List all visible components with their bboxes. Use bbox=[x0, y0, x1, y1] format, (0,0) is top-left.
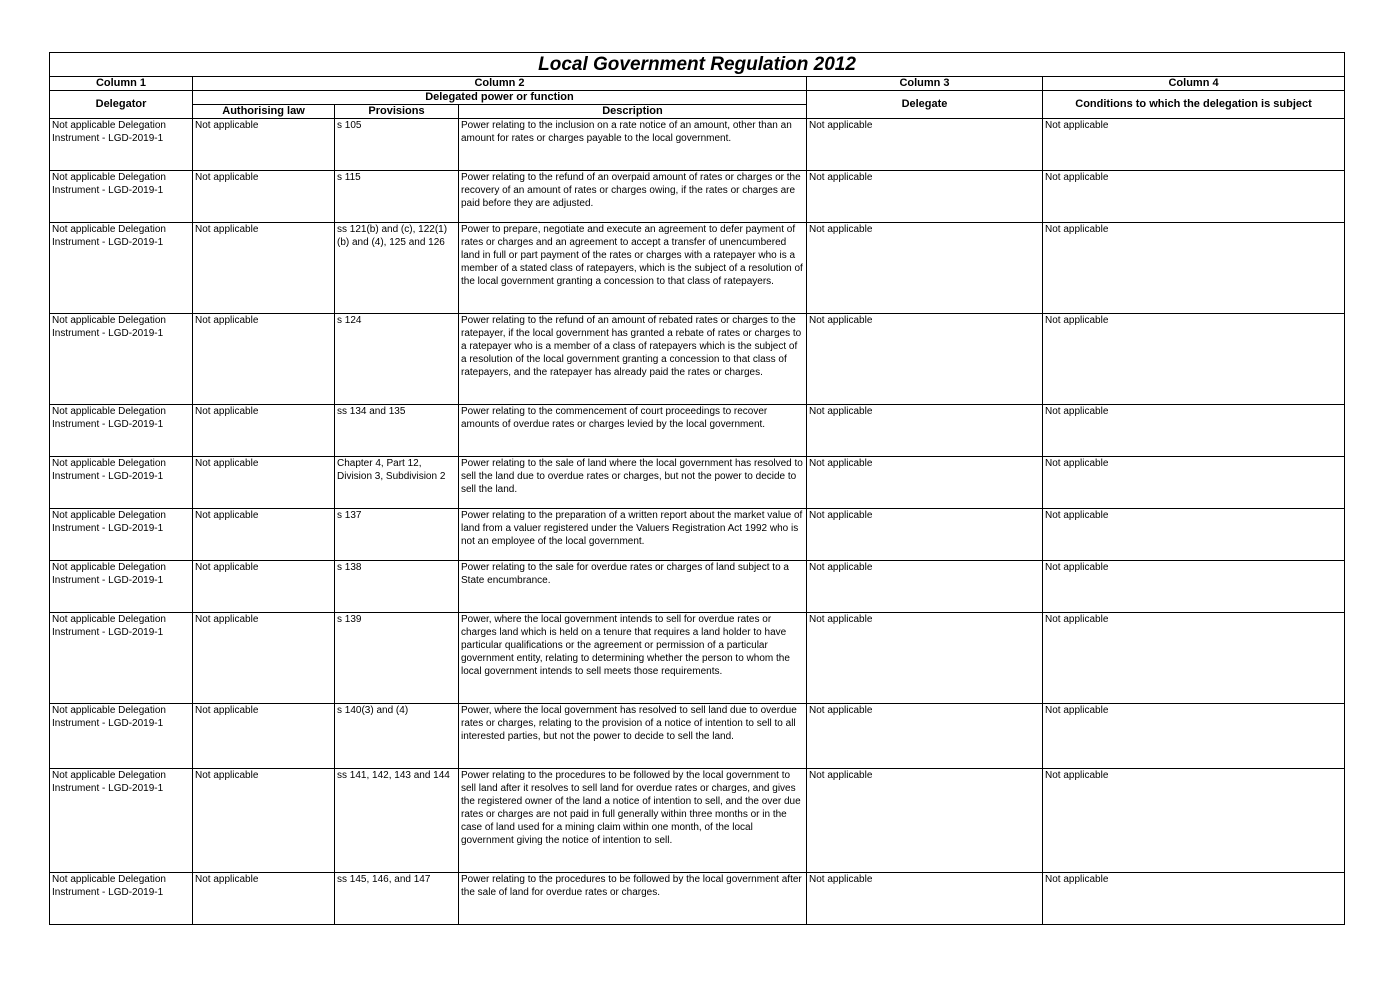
authorising-law-cell: Not applicable bbox=[193, 314, 335, 405]
description-cell: Power relating to the inclusion on a rate notice of an amount, other than an amount for rates or charges payable to the local government. bbox=[459, 119, 807, 171]
description-cell: Power to prepare, negotiate and execute an agreement to defer payment of rates or charges and an agreement to accept a transfer of unencumbered land in full or part payment of the rates or charges with a ratepayer who is a member of a stated class of ratepayers, which is the subject of a resolution of the local government granting a concession to that class of ratepayers. bbox=[459, 223, 807, 314]
description-cell: Power relating to the commencement of court proceedings to recover amounts of overdue rates or charges levied by the local government. bbox=[459, 405, 807, 457]
delegate-cell: Not applicable bbox=[807, 457, 1043, 509]
delegator-cell: Not applicable Delegation Instrument - LGD-2019-1 bbox=[50, 704, 193, 769]
delegate-cell: Not applicable bbox=[807, 704, 1043, 769]
authorising-law-cell: Not applicable bbox=[193, 405, 335, 457]
provisions-cell: s 105 bbox=[335, 119, 459, 171]
provisions-cell: ss 145, 146, and 147 bbox=[335, 873, 459, 925]
table-row bbox=[50, 769, 1345, 873]
authorising-law-cell: Not applicable bbox=[193, 457, 335, 509]
provisions-cell: s 139 bbox=[335, 613, 459, 704]
authorising-law-cell: Not applicable bbox=[193, 769, 335, 873]
authorising-law-cell: Not applicable bbox=[193, 119, 335, 171]
delegate-cell: Not applicable bbox=[807, 405, 1043, 457]
provisions-cell: s 140(3) and (4) bbox=[335, 704, 459, 769]
table-row bbox=[50, 314, 1345, 405]
description-header: Description bbox=[459, 105, 807, 119]
delegate-cell: Not applicable bbox=[807, 119, 1043, 171]
provisions-cell: ss 121(b) and (c), 122(1)(b) and (4), 125 and 126 bbox=[335, 223, 459, 314]
delegator-cell: Not applicable Delegation Instrument - LGD-2019-1 bbox=[50, 405, 193, 457]
delegate-cell: Not applicable bbox=[807, 613, 1043, 704]
table-row bbox=[50, 171, 1345, 223]
conditions-cell: Not applicable bbox=[1043, 171, 1345, 223]
description-cell: Power relating to the refund of an overpaid amount of rates or charges or the recovery of an amount of rates or charges owing, if the rates or charges are paid before they are adjusted. bbox=[459, 171, 807, 223]
delegator-cell: Not applicable Delegation Instrument - LGD-2019-1 bbox=[50, 314, 193, 405]
authorising-law-cell: Not applicable bbox=[193, 704, 335, 769]
table-row bbox=[50, 873, 1345, 925]
delegator-cell: Not applicable Delegation Instrument - LGD-2019-1 bbox=[50, 769, 193, 873]
conditions-cell: Not applicable bbox=[1043, 509, 1345, 561]
description-cell: Power relating to the refund of an amount of rebated rates or charges to the ratepayer, if the local government has granted a rebate of rates or charges to a ratepayer who is a member of a class of ratepayers which is the subject of a resolution of the local government granting a concession to that class of ratepayers, and the ratepayer has already paid the rates or charges. bbox=[459, 314, 807, 405]
column-2-header: Column 2 bbox=[193, 77, 807, 91]
conditions-cell: Not applicable bbox=[1043, 223, 1345, 314]
delegation-table bbox=[49, 52, 1345, 925]
conditions-cell: Not applicable bbox=[1043, 613, 1345, 704]
table-row bbox=[50, 613, 1345, 704]
authorising-law-header: Authorising law bbox=[193, 105, 335, 119]
delegator-cell: Not applicable Delegation Instrument - LGD-2019-1 bbox=[50, 119, 193, 171]
description-cell: Power relating to the procedures to be followed by the local government after the sale of land for overdue rates or charges. bbox=[459, 873, 807, 925]
provisions-cell: s 115 bbox=[335, 171, 459, 223]
table-row bbox=[50, 223, 1345, 314]
description-cell: Power relating to the sale of land where the local government has resolved to sell the land due to overdue rates or charges, but not the power to decide to sell the land. bbox=[459, 457, 807, 509]
provisions-header: Provisions bbox=[335, 105, 459, 119]
delegator-cell: Not applicable Delegation Instrument - LGD-2019-1 bbox=[50, 509, 193, 561]
delegator-cell: Not applicable Delegation Instrument - LGD-2019-1 bbox=[50, 171, 193, 223]
authorising-law-cell: Not applicable bbox=[193, 873, 335, 925]
provisions-cell: s 137 bbox=[335, 509, 459, 561]
delegate-cell: Not applicable bbox=[807, 509, 1043, 561]
delegate-cell: Not applicable bbox=[807, 769, 1043, 873]
column-3-header: Column 3 bbox=[807, 77, 1043, 91]
delegator-cell: Not applicable Delegation Instrument - LGD-2019-1 bbox=[50, 561, 193, 613]
table-row bbox=[50, 119, 1345, 171]
delegate-cell: Not applicable bbox=[807, 873, 1043, 925]
delegator-cell: Not applicable Delegation Instrument - LGD-2019-1 bbox=[50, 873, 193, 925]
table-row bbox=[50, 405, 1345, 457]
provisions-cell: ss 134 and 135 bbox=[335, 405, 459, 457]
description-cell: Power relating to the procedures to be followed by the local government to sell land after it resolves to sell land for overdue rates or charges, and gives the registered owner of the land a notice of intention to sell, and the over due rates or charges are not paid in full generally within three months or in the case of land used for a mining claim within one month, of the local government giving the notice of intention to sell. bbox=[459, 769, 807, 873]
provisions-cell: s 138 bbox=[335, 561, 459, 613]
delegated-power-header: Delegated power or function bbox=[193, 91, 807, 105]
conditions-cell: Not applicable bbox=[1043, 873, 1345, 925]
provisions-cell: ss 141, 142, 143 and 144 bbox=[335, 769, 459, 873]
delegator-header: Delegator bbox=[50, 91, 193, 119]
delegator-cell: Not applicable Delegation Instrument - LGD-2019-1 bbox=[50, 457, 193, 509]
authorising-law-cell: Not applicable bbox=[193, 613, 335, 704]
authorising-law-cell: Not applicable bbox=[193, 171, 335, 223]
description-cell: Power, where the local government has resolved to sell land due to overdue rates or charges, relating to the provision of a notice of intention to sell to all interested parties, but not the power to decide to sell the land. bbox=[459, 704, 807, 769]
table-row bbox=[50, 457, 1345, 509]
delegate-cell: Not applicable bbox=[807, 223, 1043, 314]
conditions-cell: Not applicable bbox=[1043, 457, 1345, 509]
delegator-cell: Not applicable Delegation Instrument - LGD-2019-1 bbox=[50, 613, 193, 704]
provisions-cell: s 124 bbox=[335, 314, 459, 405]
conditions-cell: Not applicable bbox=[1043, 769, 1345, 873]
table-title: Local Government Regulation 2012 bbox=[50, 53, 1345, 77]
description-cell: Power, where the local government intends to sell for overdue rates or charges land which is held on a tenure that requires a land holder to have particular qualifications or the agreement or permission of a particular government entity, relating to determining whether the person to whom the local government intends to sell meets those requirements. bbox=[459, 613, 807, 704]
conditions-header: Conditions to which the delegation is subject bbox=[1043, 91, 1345, 119]
table-row bbox=[50, 509, 1345, 561]
authorising-law-cell: Not applicable bbox=[193, 561, 335, 613]
authorising-law-cell: Not applicable bbox=[193, 223, 335, 314]
table-row bbox=[50, 561, 1345, 613]
description-cell: Power relating to the sale for overdue rates or charges of land subject to a State encumbrance. bbox=[459, 561, 807, 613]
conditions-cell: Not applicable bbox=[1043, 119, 1345, 171]
delegate-cell: Not applicable bbox=[807, 171, 1043, 223]
authorising-law-cell: Not applicable bbox=[193, 509, 335, 561]
conditions-cell: Not applicable bbox=[1043, 704, 1345, 769]
delegator-cell: Not applicable Delegation Instrument - LGD-2019-1 bbox=[50, 223, 193, 314]
column-1-header: Column 1 bbox=[50, 77, 193, 91]
delegate-cell: Not applicable bbox=[807, 561, 1043, 613]
conditions-cell: Not applicable bbox=[1043, 405, 1345, 457]
delegate-cell: Not applicable bbox=[807, 314, 1043, 405]
provisions-cell: Chapter 4, Part 12, Division 3, Subdivision 2 bbox=[335, 457, 459, 509]
description-cell: Power relating to the preparation of a written report about the market value of land from a valuer registered under the Valuers Registration Act 1992 who is not an employee of the local government. bbox=[459, 509, 807, 561]
conditions-cell: Not applicable bbox=[1043, 314, 1345, 405]
column-4-header: Column 4 bbox=[1043, 77, 1345, 91]
delegate-header: Delegate bbox=[807, 91, 1043, 119]
conditions-cell: Not applicable bbox=[1043, 561, 1345, 613]
table-row bbox=[50, 704, 1345, 769]
